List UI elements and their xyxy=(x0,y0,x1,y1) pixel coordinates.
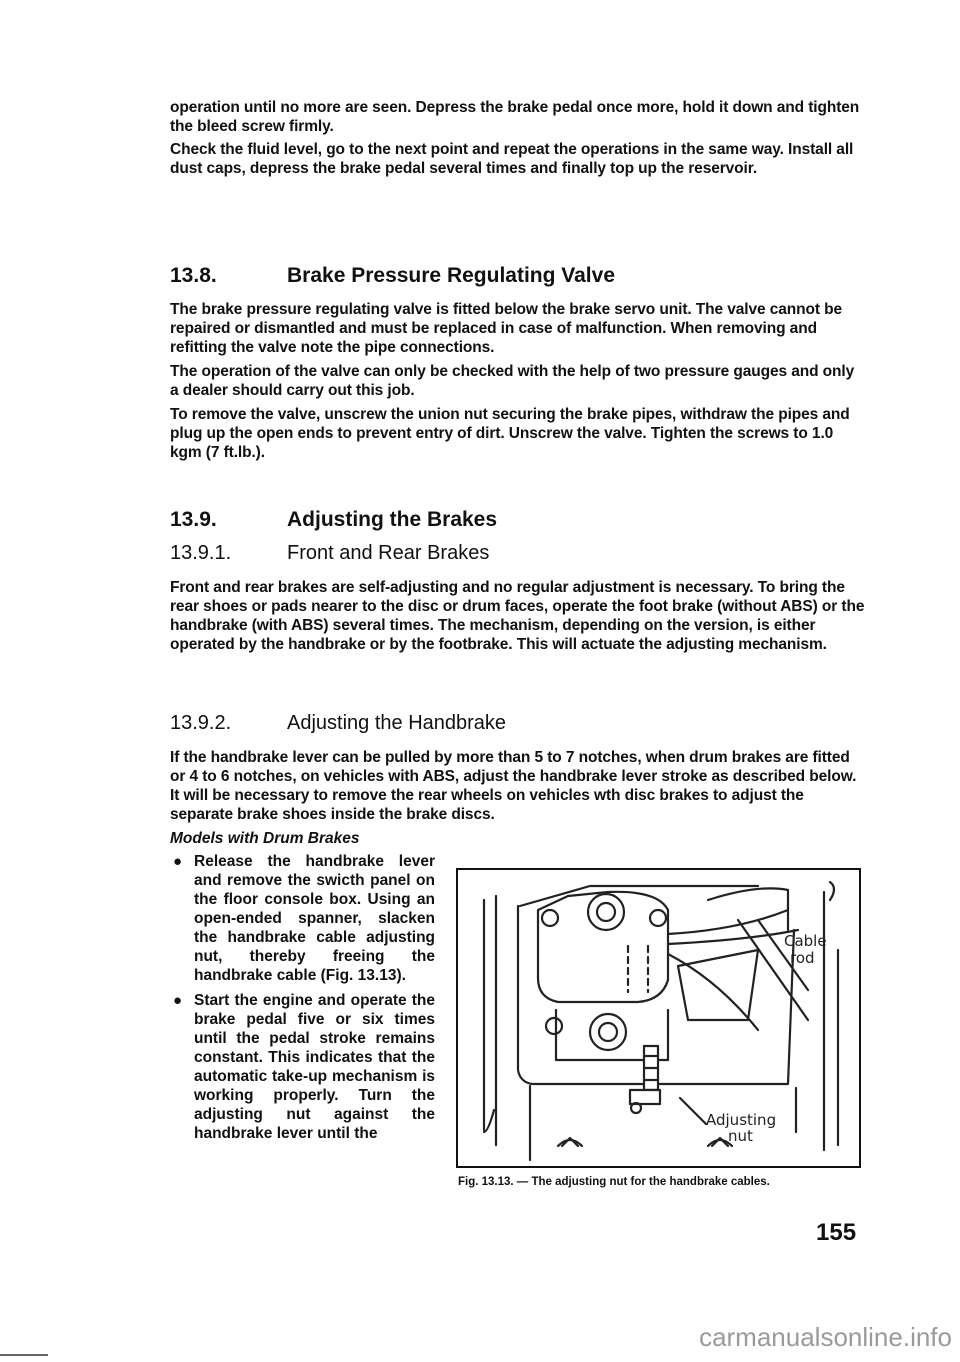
intro-paragraph-1: operation until no more are seen. Depress the brake pedal once more, hold it down and tighten the bleed screw firmly. xyxy=(170,99,860,135)
section-13-8-paragraph-1: The brake pressure regulating valve is fitted below the brake servo unit. The valve cannot be repaired or dismantled and must be replaced in case of malfunction. When removing and refitting the valve note the pipe connections. xyxy=(170,301,843,356)
bullet-icon: ● xyxy=(173,853,183,870)
section-13-8-heading xyxy=(170,263,615,289)
bullet-icon: ● xyxy=(173,992,183,1009)
footer-rule xyxy=(0,1354,48,1356)
section-13-9-1-heading xyxy=(170,540,489,566)
section-13-9-2-heading xyxy=(170,710,506,736)
section-13-9-1-title: Front and Rear Brakes xyxy=(287,542,490,564)
label-rod: rod xyxy=(790,949,815,967)
section-13-9-2-number: 13.9.2. xyxy=(170,712,232,734)
label-adjusting: Adjusting xyxy=(706,1111,777,1129)
models-drum-brakes-heading: Models with Drum Brakes xyxy=(170,830,360,847)
intro-paragraph-2: Check the fluid level, go to the next point and repeat the operations in the same way. Install all dust caps, depress the brake pedal several times and finally top up the reservoir. xyxy=(170,141,854,177)
section-13-9-1-paragraph: Front and rear brakes are self-adjusting and no regular adjustment is necessary. To bring the rear shoes or pads nearer to the disc or drum faces, operate the foot brake (without ABS) or the handbrake (with ABS) several times. The mechanism, depending on the version, is either operated by the handbrake or by the footbrake. This will actuate the adjusting mechanism. xyxy=(170,579,865,653)
list-item xyxy=(170,852,435,985)
label-cable: Cable xyxy=(784,932,827,950)
page-number: 155 xyxy=(816,1219,857,1246)
section-13-8-number: 13.8. xyxy=(170,264,217,287)
section-13-9-2-title: Adjusting the Handbrake xyxy=(287,712,507,734)
section-13-8-paragraph-2: The operation of the valve can only be checked with the help of two pressure gauges and only a dealer should carry out this job. xyxy=(170,363,855,399)
figure-13-13 xyxy=(456,868,861,1168)
label-nut: nut xyxy=(728,1127,753,1145)
list-item-text: Start the engine and operate the brake pedal five or six times until the pedal stroke remains constant. This indicates that the automatic take-up mechanism is working properly. Turn the adjusting nut against the handbrake lever until the xyxy=(194,992,435,1142)
list-item-text: Release the handbrake lever and remove the swicth panel on the floor console box. Using an open-ended spanner, slacken the handbrake cable adjusting nut, thereby freeing the handbrake cable (Fig. 13.13). xyxy=(194,853,435,984)
instruction-list xyxy=(170,852,435,1149)
figure-caption: Fig. 13.13. — The adjusting nut for the handbrake cables. xyxy=(458,1176,770,1188)
section-13-9-1-number: 13.9.1. xyxy=(170,542,232,564)
section-13-9-number: 13.9. xyxy=(170,508,217,531)
list-item xyxy=(170,991,435,1143)
section-13-8-title: Brake Pressure Regulating Valve xyxy=(287,264,615,287)
handbrake-mechanism-drawing xyxy=(458,870,859,1166)
section-13-9-2-paragraph: If the handbrake lever can be pulled by more than 5 to 7 notches, when drum brakes are fitted or 4 to 6 notches, on vehicles with ABS, adjust the handbrake lever stroke as described below. It will be necessary to remove the rear wheels on vehicles wth disc brakes to adjust the separate brake shoes inside the brake discs. xyxy=(170,749,857,823)
section-13-9-heading xyxy=(170,507,497,533)
watermark-text: carmanualsonline.info xyxy=(699,1322,952,1352)
section-13-8-paragraph-3: To remove the valve, unscrew the union nut securing the brake pipes, withdraw the pipes and plug up the open ends to prevent entry of dirt. Unscrew the valve. Tighten the screws to 1.0 kgm (7 ft.lb.). xyxy=(170,406,850,461)
section-13-9-title: Adjusting the Brakes xyxy=(287,508,498,531)
